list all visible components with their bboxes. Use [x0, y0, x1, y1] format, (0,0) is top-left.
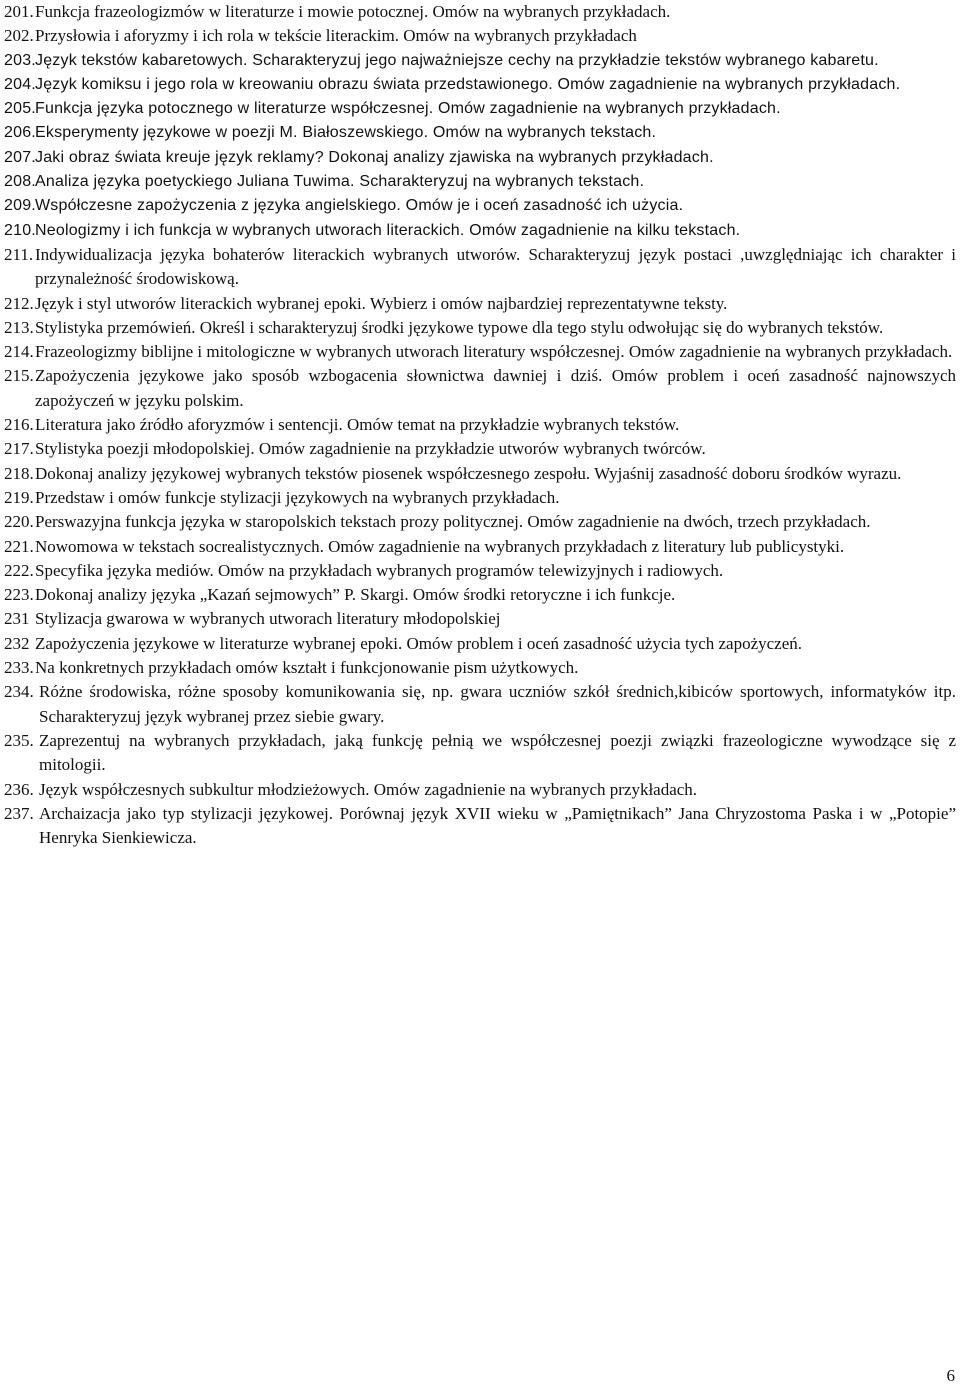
item-text: Eksperymenty językowe w poezji M. Białoszewskiego. Omów na wybranych tekstach.	[35, 124, 657, 142]
item-number: 221.	[4, 536, 34, 556]
list-item	[4, 462, 956, 486]
item-text: Różne środowiska, różne sposoby komunikowania się, np. gwara uczniów szkół średnich,kibiców sportowych, informatyków itp. Scharakteryzuj język wybranej przez siebie gwary.	[39, 682, 956, 726]
item-number: 218.	[4, 463, 34, 483]
list-item	[4, 486, 956, 510]
item-number: 205.	[4, 100, 36, 118]
item-number: 203.	[4, 51, 36, 69]
item-number: 237.	[4, 803, 34, 823]
list-item	[4, 24, 956, 48]
item-text: Frazeologizmy biblijne i mitologiczne w wybranych utworach literatury współczesnej. Omów zagadnienie na wybranych przykładach.	[35, 342, 953, 362]
list-item	[4, 413, 956, 437]
item-number: 222.	[4, 560, 34, 580]
list-item	[4, 802, 956, 851]
item-text: Indywidualizacja języka bohaterów literackich wybranych utworów. Scharakteryzuj język postaci ,uwzględniając ich charakter i przynależność środowiskową.	[35, 244, 956, 289]
item-number: 219.	[4, 487, 34, 507]
item-text: Język i styl utworów literackich wybranej epoki. Wybierz i omów najbardziej reprezentatywne teksty.	[35, 293, 728, 313]
list-item	[4, 778, 956, 802]
item-text: Perswazyjna funkcja języka w staropolskich tekstach prozy politycznej. Omów zagadnienie na dwóch, trzech przykładach.	[35, 512, 871, 532]
item-text: Literatura jako źródło aforyzmów i sentencji. Omów temat na przykładzie wybranych tekstów.	[35, 415, 680, 435]
item-text: Dokonaj analizy języka „Kazań sejmowych” P. Skargi. Omów środki retoryczne i ich funkcje.	[35, 585, 676, 605]
item-text: Współczesne zapożyczenia z języka angielskiego. Omów je i oceń zasadność ich użycia.	[35, 197, 684, 215]
list-item	[4, 49, 956, 73]
item-number: 215.	[4, 366, 34, 386]
item-number: 204.	[4, 75, 36, 93]
item-text: Przysłowia i aforyzmy i ich rola w tekście literackim. Omów na wybranych przykładach	[35, 26, 637, 46]
list-item	[4, 292, 956, 316]
item-text: Funkcja języka potocznego w literaturze współczesnej. Omów zagadnienie na wybranych przykładach.	[35, 100, 781, 118]
document-page	[4, 0, 956, 850]
item-number: 231	[4, 609, 30, 629]
list-item	[4, 437, 956, 461]
item-number: 202.	[4, 26, 34, 46]
item-number: 212.	[4, 293, 34, 313]
list-item	[4, 510, 956, 534]
item-text: Stylistyka przemówień. Określ i scharakteryzuj środki językowe typowe dla tego stylu odwołując się do wybranych tekstów.	[35, 317, 884, 337]
item-number: 213.	[4, 317, 34, 337]
list-item	[4, 535, 956, 559]
list-item	[4, 121, 956, 145]
list-item	[4, 0, 956, 24]
item-text: Język tekstów kabaretowych. Scharakteryzuj jego najważniejsze cechy na przykładzie tekstów wybranego kabaretu.	[35, 51, 879, 69]
page-number: 6	[946, 1366, 955, 1385]
item-number: 235.	[4, 730, 34, 750]
item-number: 216.	[4, 415, 34, 435]
list-item	[4, 170, 956, 194]
item-text: Język komiksu i jego rola w kreowaniu obrazu świata przedstawionego. Omów zagadnienie na wybranych przykładach.	[35, 75, 901, 93]
item-text: Funkcja frazeologizmów w literaturze i mowie potocznej. Omów na wybranych przykładach.	[35, 2, 671, 21]
item-number: 217.	[4, 439, 34, 459]
list-item	[4, 194, 956, 218]
item-number: 236.	[4, 779, 34, 799]
item-text: Neologizmy i ich funkcja w wybranych utworach literackich. Omów zagadnienie na kilku tekstach.	[35, 221, 741, 239]
item-text: Język współczesnych subkultur młodzieżowych. Omów zagadnienie na wybranych przykładach.	[39, 779, 698, 799]
item-text: Specyfika języka mediów. Omów na przykładach wybranych programów telewizyjnych i radiowych.	[35, 560, 724, 580]
item-text: Nowomowa w tekstach socrealistycznych. Omów zagadnienie na wybranych przykładach z literatury lub publicystyki.	[35, 536, 845, 556]
list-item	[4, 632, 956, 656]
item-number: 211.	[4, 244, 34, 264]
list-item	[4, 243, 956, 292]
list-item	[4, 97, 956, 121]
item-text: Zapożyczenia językowe jako sposób wzbogacenia słownictwa dawniej i dziś. Omów problem i oceń zasadność najnowszych zapożyczeń w języku polskim.	[35, 366, 956, 410]
item-number: 232	[4, 633, 30, 653]
list-item	[4, 340, 956, 364]
item-text: Dokonaj analizy językowej wybranych tekstów piosenek współczesnego zespołu. Wyjaśnij zasadność doboru środków wyrazu.	[35, 463, 902, 483]
list-item	[4, 656, 956, 680]
list-item	[4, 559, 956, 583]
item-number: 210.	[4, 221, 36, 239]
item-text: Na konkretnych przykładach omów kształt i funkcjonowanie pism użytkowych.	[35, 658, 579, 678]
item-number: 214.	[4, 342, 34, 362]
item-number: 223.	[4, 585, 34, 605]
list-item	[4, 729, 956, 778]
list-item	[4, 73, 956, 97]
item-text: Archaizacja jako typ stylizacji językowej. Porównaj język XVII wieku w „Pamiętnikach” Jana Chryzostoma Paska i w „Potopie” Henryka Sienkiewicza.	[39, 803, 956, 848]
item-number: 206.	[4, 124, 36, 142]
item-number: 234.	[4, 682, 34, 702]
item-text: Przedstaw i omów funkcje stylizacji językowych na wybranych przykładach.	[35, 487, 560, 507]
list-item	[4, 219, 956, 243]
list-item	[4, 680, 956, 729]
list-item	[4, 146, 956, 170]
item-number: 220.	[4, 512, 34, 532]
list-item	[4, 364, 956, 413]
list-item	[4, 316, 956, 340]
item-number: 207.	[4, 148, 36, 166]
list-item	[4, 583, 956, 607]
item-text: Zaprezentuj na wybranych przykładach, jaką funkcję pełnią we współczesnej poezji związki frazeologiczne wywodzące się z mitologii.	[39, 730, 956, 775]
item-number: 208.	[4, 173, 36, 191]
item-text: Jaki obraz świata kreuje język reklamy? Dokonaj analizy zjawiska na wybranych przykładach.	[35, 148, 714, 166]
list-item	[4, 607, 956, 631]
item-text: Zapożyczenia językowe w literaturze wybranej epoki. Omów problem i oceń zasadność użycia tych zapożyczeń.	[35, 633, 803, 653]
item-number: 209.	[4, 197, 36, 215]
item-number: 201.	[4, 2, 34, 21]
item-text: Analiza języka poetyckiego Juliana Tuwima. Scharakteryzuj na wybranych tekstach.	[35, 173, 645, 191]
item-number: 233.	[4, 658, 34, 678]
item-text: Stylistyka poezji młodopolskiej. Omów zagadnienie na przykładzie utworów wybranych twórców.	[35, 439, 706, 459]
item-text: Stylizacja gwarowa w wybranych utworach literatury młodopolskiej	[35, 609, 501, 629]
